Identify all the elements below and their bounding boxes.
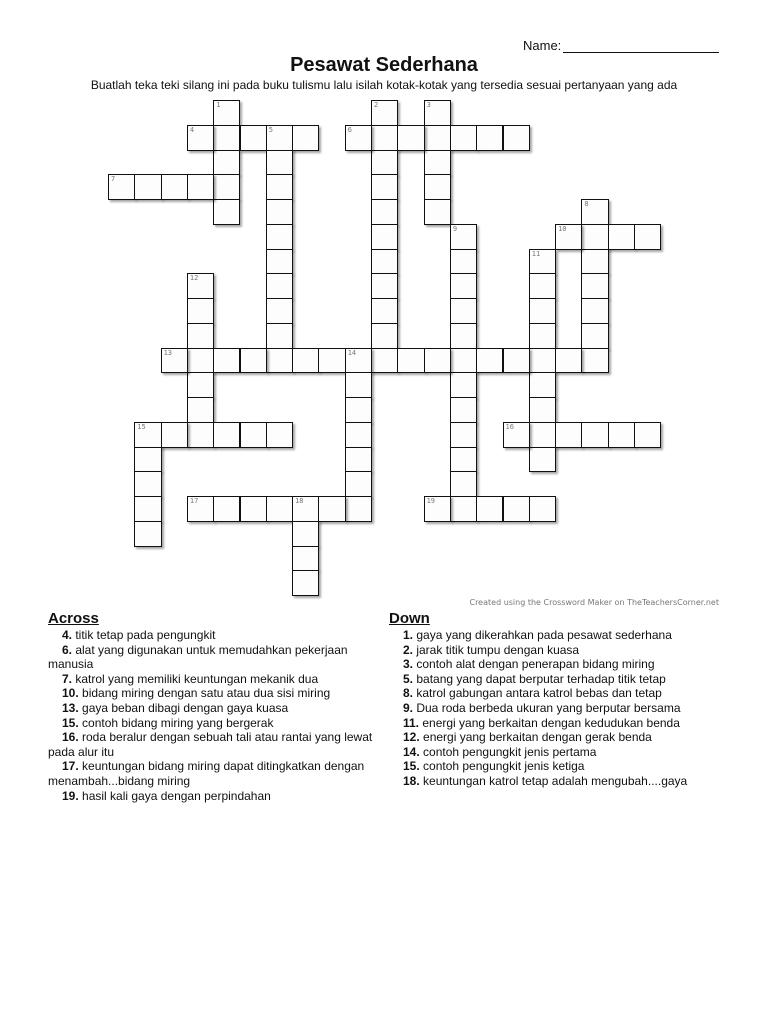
crossword-cell[interactable]	[424, 150, 451, 176]
across-clue	[48, 672, 383, 687]
crossword-cell[interactable]	[397, 348, 424, 374]
cell-number: 17	[189, 497, 199, 505]
clue-text: contoh bidang miring yang bergerak	[82, 715, 274, 730]
down-clue	[389, 686, 729, 701]
crossword-cell[interactable]	[581, 298, 608, 324]
crossword-cell[interactable]	[161, 422, 188, 448]
clue-number: 2.	[403, 642, 417, 657]
crossword-cell[interactable]	[318, 348, 345, 374]
crossword-cell[interactable]	[503, 348, 530, 374]
crossword-cell[interactable]	[134, 447, 161, 473]
across-heading: Across	[48, 610, 99, 627]
crossword-cell[interactable]	[424, 496, 451, 522]
crossword-cell[interactable]	[529, 323, 556, 349]
name-field-line[interactable]	[563, 52, 719, 53]
crossword-cell[interactable]	[503, 496, 530, 522]
crossword-cell[interactable]	[345, 397, 372, 423]
clue-number: 15.	[403, 759, 424, 774]
crossword-cell[interactable]	[529, 422, 556, 448]
crossword-cell[interactable]	[476, 496, 503, 522]
clue-text: contoh pengungkit jenis pertama	[423, 744, 597, 759]
clue-number: 10.	[62, 686, 83, 701]
clue-number: 6.	[62, 642, 76, 657]
clue-text: roda beralur dengan sebuah tali atau rantai yang lewat pada alur itu	[48, 730, 373, 759]
clue-text: batang yang dapat berputar terhadap titik tetap	[416, 671, 666, 686]
cell-number: 16	[505, 422, 514, 431]
crossword-cell[interactable]	[555, 348, 582, 374]
crossword-cell[interactable]	[529, 372, 556, 398]
crossword-cell[interactable]	[161, 348, 188, 374]
down-clue	[389, 759, 729, 774]
crossword-cell[interactable]	[450, 496, 477, 522]
down-clues	[389, 610, 729, 789]
across-clue	[48, 686, 383, 701]
crossword-cell[interactable]	[503, 125, 530, 151]
cell-number: 5	[268, 125, 274, 134]
clue-text: katrol gabungan antara katrol bebas dan tetap	[416, 686, 662, 701]
clue-number: 8.	[403, 686, 417, 701]
crossword-cell[interactable]	[529, 447, 556, 473]
crossword-cell[interactable]	[345, 348, 372, 374]
crossword-cell[interactable]	[345, 125, 372, 151]
crossword-cell[interactable]	[213, 174, 240, 200]
crossword-cell[interactable]	[529, 249, 556, 275]
crossword-cell[interactable]	[529, 298, 556, 324]
crossword-cell[interactable]	[266, 174, 293, 200]
crossword-cell[interactable]	[187, 273, 214, 299]
crossword-cell[interactable]	[529, 348, 556, 374]
crossword-cell[interactable]	[450, 125, 477, 151]
crossword-cell[interactable]	[213, 496, 240, 522]
crossword-cell[interactable]	[292, 125, 319, 151]
crossword-grid	[108, 100, 661, 596]
cell-number: 8	[584, 200, 589, 208]
crossword-cell[interactable]	[634, 224, 661, 250]
crossword-cell[interactable]	[213, 422, 240, 448]
cell-number: 14	[347, 348, 357, 357]
clue-text: gaya beban dibagi dengan gaya kuasa	[82, 700, 289, 715]
crossword-cell[interactable]	[424, 125, 451, 151]
crossword-cell[interactable]	[371, 150, 398, 176]
clue-text: titik tetap pada pengungkit	[75, 628, 216, 642]
crossword-cell[interactable]	[450, 397, 477, 423]
clue-text: keuntungan bidang miring dapat ditingkatkan dengan menambah...bidang miring	[48, 759, 365, 788]
crossword-cell[interactable]	[345, 372, 372, 398]
clue-number: 17.	[62, 759, 83, 774]
crossword-cell[interactable]	[292, 570, 319, 596]
clue-text: bidang miring dengan satu atau dua sisi miring	[82, 686, 331, 701]
crossword-cell[interactable]	[450, 273, 477, 299]
crossword-cell[interactable]	[424, 348, 451, 374]
crossword-cell[interactable]	[345, 422, 372, 448]
crossword-cell[interactable]	[187, 348, 214, 374]
across-clue	[48, 759, 383, 788]
cell-number: 6	[347, 125, 352, 134]
cell-number: 10	[558, 224, 567, 233]
cell-number: 1	[216, 101, 221, 109]
crossword-cell[interactable]	[397, 125, 424, 151]
clue-number: 15.	[62, 715, 83, 730]
across-clue	[48, 789, 383, 804]
crossword-cell[interactable]	[581, 249, 608, 275]
crossword-cell[interactable]	[266, 422, 293, 448]
crossword-cell[interactable]	[266, 125, 293, 151]
crossword-cell[interactable]	[187, 298, 214, 324]
clue-text: energi yang berkaitan dengan gerak benda	[423, 730, 652, 745]
crossword-cell[interactable]	[266, 199, 293, 225]
crossword-cell[interactable]	[213, 199, 240, 225]
clue-number: 5.	[403, 671, 417, 686]
crossword-cell[interactable]	[187, 125, 214, 151]
crossword-cell[interactable]	[450, 298, 477, 324]
down-heading: Down	[389, 610, 430, 627]
down-clue	[389, 628, 729, 643]
clue-text: Dua roda berbeda ukuran yang berputar bersama	[416, 700, 681, 715]
cell-number: 7	[111, 175, 116, 184]
cell-number: 13	[163, 348, 173, 357]
crossword-cell[interactable]	[187, 372, 214, 398]
crossword-cell[interactable]	[266, 496, 293, 522]
crossword-cell[interactable]	[608, 224, 635, 250]
crossword-cell[interactable]	[371, 100, 398, 126]
crossword-cell[interactable]	[555, 422, 582, 448]
crossword-cell[interactable]	[581, 273, 608, 299]
crossword-cell[interactable]	[240, 348, 267, 374]
cell-number: 4	[189, 125, 195, 134]
down-clue	[389, 657, 729, 672]
crossword-cell[interactable]	[371, 125, 398, 151]
crossword-cell[interactable]	[529, 397, 556, 423]
across-clue	[48, 628, 383, 643]
crossword-cell[interactable]	[266, 298, 293, 324]
across-clues	[48, 610, 383, 803]
down-clue	[389, 774, 729, 789]
crossword-cell[interactable]	[450, 447, 477, 473]
crossword-cell[interactable]	[450, 422, 477, 448]
crossword-cell[interactable]	[266, 273, 293, 299]
crossword-cell[interactable]	[213, 125, 240, 151]
crossword-cell[interactable]	[134, 521, 161, 547]
crossword-cell[interactable]	[240, 496, 267, 522]
crossword-cell[interactable]	[371, 199, 398, 225]
crossword-cell[interactable]	[450, 323, 477, 349]
clue-number: 16.	[62, 730, 83, 745]
crossword-cell[interactable]	[134, 174, 161, 200]
cell-number: 11	[531, 249, 541, 258]
crossword-cell[interactable]	[213, 150, 240, 176]
crossword-cell[interactable]	[581, 422, 608, 448]
crossword-cell[interactable]	[581, 224, 608, 250]
clue-number: 12.	[403, 730, 424, 745]
instructions: Buatlah teka teki silang ini pada buku tulismu lalu isilah kotak-kotak yang tersedia sesuai pertanyaan yang ada	[90, 78, 678, 92]
down-list	[389, 628, 729, 789]
crossword-cell[interactable]	[292, 496, 319, 522]
down-clue	[389, 643, 729, 658]
credit-text: Created using the Crossword Maker on TheTeachersCorner.net	[469, 598, 719, 607]
crossword-cell[interactable]	[318, 496, 345, 522]
crossword-cell[interactable]	[266, 348, 293, 374]
across-clue	[48, 643, 383, 672]
crossword-cell[interactable]	[213, 348, 240, 374]
cell-number: 19	[426, 497, 436, 505]
crossword-cell[interactable]	[108, 174, 135, 200]
crossword-cell[interactable]	[371, 249, 398, 275]
crossword-cell[interactable]	[161, 174, 188, 200]
cell-number: 12	[189, 274, 199, 283]
crossword-cell[interactable]	[503, 422, 530, 448]
cell-number: 3	[426, 101, 431, 109]
crossword-cell[interactable]	[187, 422, 214, 448]
clue-number: 19.	[62, 788, 83, 803]
clue-number: 1.	[403, 628, 417, 642]
clue-number: 11.	[403, 715, 423, 730]
crossword-cell[interactable]	[581, 323, 608, 349]
across-clue	[48, 716, 383, 731]
cell-number: 15	[137, 422, 146, 431]
crossword-cell[interactable]	[371, 174, 398, 200]
crossword-cell[interactable]	[424, 199, 451, 225]
across-clue	[48, 730, 383, 759]
clue-text: katrol yang memiliki keuntungan mekanik dua	[75, 671, 319, 686]
crossword-cell[interactable]	[345, 471, 372, 497]
crossword-cell[interactable]	[345, 447, 372, 473]
crossword-cell[interactable]	[450, 372, 477, 398]
crossword-cell[interactable]	[371, 224, 398, 250]
crossword-cell[interactable]	[213, 100, 240, 126]
crossword-cell[interactable]	[240, 422, 267, 448]
crossword-cell[interactable]	[634, 422, 661, 448]
clue-text: alat yang digunakan untuk memudahkan pekerjaan manusia	[48, 642, 348, 672]
crossword-cell[interactable]	[292, 546, 319, 572]
down-clue	[389, 672, 729, 687]
down-clue	[389, 716, 729, 731]
crossword-cell[interactable]	[266, 249, 293, 275]
crossword-cell[interactable]	[134, 422, 161, 448]
crossword-cell[interactable]	[187, 397, 214, 423]
clue-number: 9.	[403, 700, 417, 715]
cell-number: 9	[452, 224, 458, 233]
crossword-cell[interactable]	[450, 348, 477, 374]
crossword-cell[interactable]	[266, 323, 293, 349]
crossword-cell[interactable]	[371, 298, 398, 324]
crossword-cell[interactable]	[529, 496, 556, 522]
clue-number: 14.	[403, 744, 424, 759]
down-clue	[389, 745, 729, 760]
crossword-cell[interactable]	[292, 521, 319, 547]
crossword-cell[interactable]	[450, 249, 477, 275]
clue-number: 13.	[62, 700, 83, 715]
crossword-cell[interactable]	[187, 323, 214, 349]
crossword-cell[interactable]	[581, 348, 608, 374]
clue-text: contoh pengungkit jenis ketiga	[423, 759, 585, 774]
crossword-cell[interactable]	[187, 496, 214, 522]
crossword-cell[interactable]	[240, 125, 267, 151]
crossword-cell[interactable]	[581, 199, 608, 225]
crossword-cell[interactable]	[608, 422, 635, 448]
clue-text: contoh alat dengan penerapan bidang miring	[416, 657, 655, 672]
clue-text: jarak titik tumpu dengan kuasa	[416, 642, 580, 657]
crossword-cell[interactable]	[450, 471, 477, 497]
crossword-cell[interactable]	[266, 150, 293, 176]
crossword-cell[interactable]	[476, 125, 503, 151]
clue-number: 18.	[403, 773, 424, 788]
clue-text: gaya yang dikerahkan pada pesawat sederhana	[416, 628, 672, 642]
clue-text: hasil kali gaya dengan perpindahan	[82, 788, 271, 803]
crossword-cell[interactable]	[371, 273, 398, 299]
crossword-cell[interactable]	[424, 174, 451, 200]
crossword-cell[interactable]	[292, 348, 319, 374]
crossword-cell[interactable]	[134, 471, 161, 497]
crossword-cell[interactable]	[371, 323, 398, 349]
clue-number: 3.	[403, 657, 417, 672]
crossword-cell[interactable]	[529, 273, 556, 299]
crossword-cell[interactable]	[476, 348, 503, 374]
name-label: Name:	[523, 38, 562, 53]
down-clue	[389, 701, 729, 716]
across-list	[48, 628, 383, 803]
clue-number: 4.	[62, 628, 76, 642]
down-clue	[389, 730, 729, 745]
cell-number: 2	[374, 101, 379, 109]
crossword-cell[interactable]	[450, 224, 477, 250]
crossword-cell[interactable]	[555, 224, 582, 250]
clue-text: energi yang berkaitan dengan kedudukan benda	[422, 715, 680, 730]
clue-text: keuntungan katrol tetap adalah mengubah....gaya	[423, 773, 688, 788]
clue-number: 7.	[62, 671, 76, 686]
crossword-cell[interactable]	[345, 496, 372, 522]
crossword-cell[interactable]	[424, 100, 451, 126]
crossword-cell[interactable]	[187, 174, 214, 200]
crossword-cell[interactable]	[371, 348, 398, 374]
across-clue	[48, 701, 383, 716]
cell-number: 18	[295, 497, 304, 505]
crossword-cell[interactable]	[134, 496, 161, 522]
page-title: Pesawat Sederhana	[290, 54, 478, 76]
crossword-cell[interactable]	[266, 224, 293, 250]
